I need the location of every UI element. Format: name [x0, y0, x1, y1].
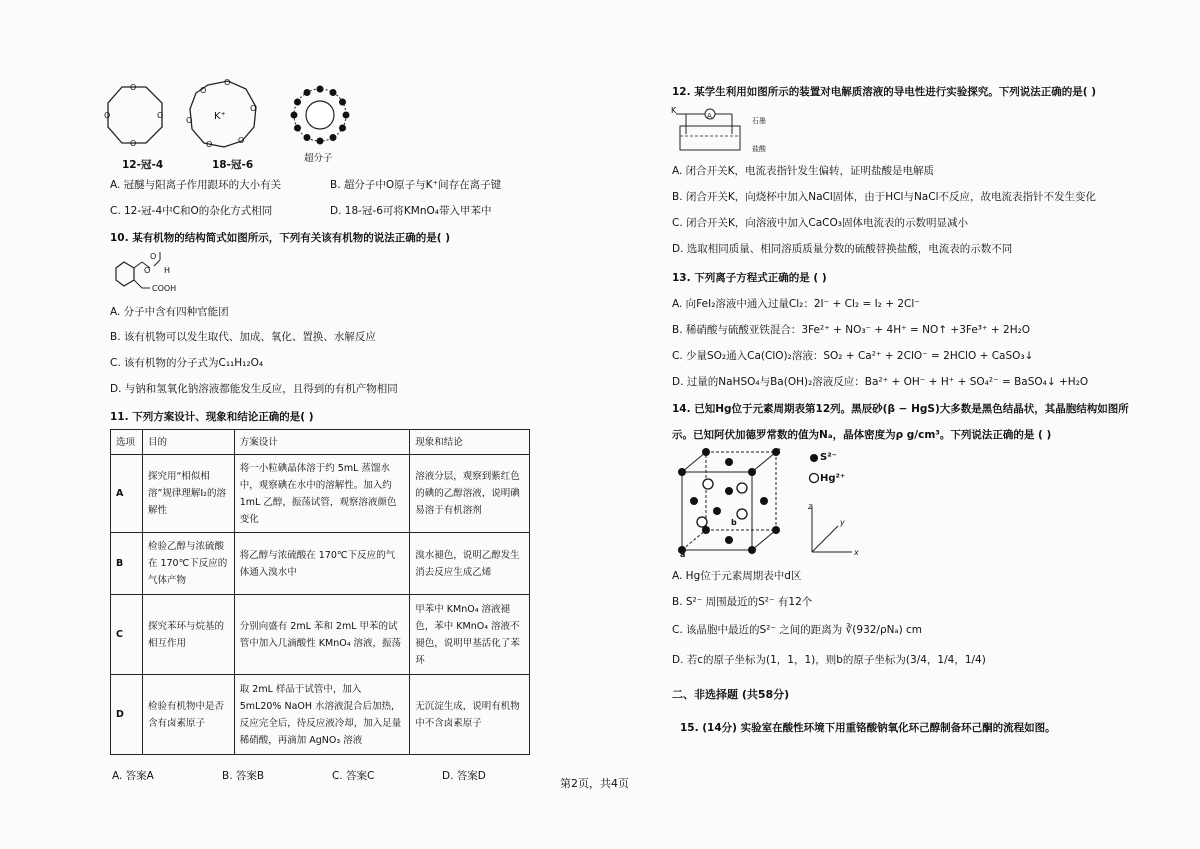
q14-option-d: D. 若c的原子坐标为(1，1，1)，则b的原子坐标为(3/4，1/4，1/4): [672, 654, 986, 666]
q10-option-b: B. 该有机物可以发生取代、加成、氧化、置换、水解反应: [110, 331, 376, 343]
col-header-design: 方案设计: [234, 430, 410, 455]
point-b-label: b: [731, 518, 737, 527]
q10-option-d: D. 与钠和氢氧化钠溶液都能发生反应，且得到的有机产物相同: [110, 383, 398, 395]
q14-stem-line1: 14. 已知Hg位于元素周期表第12列。黑辰砂(β − HgS)大多数是黑色结晶状，其晶胞结构如图所: [672, 403, 1129, 415]
q13-option-d: D. 过量的NaHSO₄与Ba(OH)₂溶液反应：Ba²⁺ + OH⁻ + H⁺ + SO₄²⁻ = BaSO₄↓ +H₂O: [672, 376, 1089, 388]
q14-option-b: B. S²⁻ 周围最近的S²⁻ 有12个: [672, 596, 813, 608]
cell-design: 将乙醇与浓硫酸在 170℃下反应的气体通入溴水中: [234, 533, 410, 595]
ring-label-18-crown-6: 18-冠-6: [212, 159, 254, 171]
q9-option-b: B. 超分子中O原子与K⁺间存在离子键: [330, 179, 502, 191]
o-atom-label: O: [238, 136, 245, 145]
q9-option-c: C. 12-冠-4中C和O的杂化方式相同: [110, 205, 273, 217]
cell-design: 将一小粒碘晶体溶于约 5mL 蒸馏水中，观察碘在水中的溶解性。加入约1mL 乙醇，振荡试管，观察溶液颜色变化: [234, 455, 410, 533]
cell-result: 溶液分层，观察到紫红色的碘的乙醇溶液，说明碘易溶于有机溶剂: [410, 455, 530, 533]
q12-stem: 12. 某学生利用如图所示的装置对电解质溶液的导电性进行实验探究。下列说法正确的是( ): [672, 86, 1097, 98]
q10-oxygen-label-2: O: [144, 266, 151, 275]
ring-label-supramolecule: 超分子: [304, 153, 333, 164]
q11-table: [110, 429, 530, 755]
k-ion-label: K⁺: [214, 111, 226, 122]
o-atom-label: O: [250, 104, 257, 113]
q10-stem: 10. 某有机物的结构简式如图所示，下列有关该有机物的说法正确的是( ): [110, 232, 451, 244]
q12-option-d: D. 选取相同质量、相同溶质质量分数的硫酸替换盐酸，电流表的示数不同: [672, 243, 1013, 255]
cell-purpose: 检验乙醇与浓硫酸在 170℃下反应的气体产物: [142, 533, 234, 595]
legend-sulfide-label: S²⁻: [820, 452, 837, 463]
table-row: [111, 533, 530, 595]
cell-purpose: 探究苯环与烷基的相互作用: [142, 595, 234, 675]
page-footer: 第2页，共4页: [560, 777, 629, 790]
legend-mercury-label: Hg²⁺: [820, 473, 846, 484]
q11-answer-d: D. 答案D: [442, 770, 486, 782]
q15-stem: 15. (14分) 实验室在酸性环境下用重铬酸钠氧化环己醇制备环己酮的流程如图。: [680, 722, 1056, 734]
q11-answer-a: A. 答案A: [112, 770, 154, 782]
point-c-label: c: [776, 446, 781, 455]
q10-option-a: A. 分子中含有四种官能团: [110, 306, 229, 318]
hydrochloric-acid-label: 盐酸: [752, 145, 766, 153]
cell-result: 甲苯中 KMnO₄ 溶液褪色，苯中 KMnO₄ 溶液不褪色，说明甲基活化了苯环: [410, 595, 530, 675]
q13-stem: 13. 下列离子方程式正确的是 ( ): [672, 272, 827, 284]
supramolecule-structure: [291, 86, 350, 145]
q9-option-d: D. 18-冠-6可将KMnO₄带入甲苯中: [330, 205, 492, 217]
q12-option-a: A. 闭合开关K，电流表指针发生偏转，证明盐酸是电解质: [672, 165, 935, 177]
q14-stem-line2: 示。已知阿伏加德罗常数的值为Nₐ，晶体密度为ρ g/cm³。下列说法正确的是 ( ): [672, 429, 1052, 441]
table-row: [111, 595, 530, 675]
q10-option-c: C. 该有机物的分子式为C₁₁H₁₂O₄: [110, 357, 264, 369]
o-atom-label: O: [130, 83, 137, 92]
q14-option-c: C. 该晶胞中最近的S²⁻ 之间的距离为 ∛(932/ρNₐ) cm: [672, 624, 923, 636]
col-header-result: 现象和结论: [410, 430, 530, 455]
cell-design: 取 2mL 样品于试管中，加入 5mL20% NaOH 水溶液混合后加热，反应完全后，待反应液冷却，加入足量稀硝酸，再滴加 AgNO₃ 溶液: [234, 675, 410, 755]
o-atom-label: O: [104, 111, 111, 120]
cell-design: 分别向盛有 2mL 苯和 2mL 甲苯的试管中加入几滴酸性 KMnO₄ 溶液，振荡: [234, 595, 410, 675]
point-a-label: a: [680, 550, 686, 559]
q9-option-a: A. 冠醚与阳离子作用跟环的大小有关: [110, 179, 282, 191]
cell-option: D: [111, 675, 143, 755]
col-header-option: 选项: [111, 430, 143, 455]
q12-option-c: C. 闭合开关K，向溶液中加入CaCO₃固体电流表的示数明显减小: [672, 217, 968, 229]
cell-option: C: [111, 595, 143, 675]
o-atom-label: O: [206, 140, 213, 149]
q10-h-label: H: [164, 266, 171, 275]
q11-stem: 11. 下列方案设计、现象和结论正确的是( ): [110, 411, 314, 423]
ammeter-label: A: [707, 112, 712, 120]
cell-option: B: [111, 533, 143, 595]
o-atom-label: O: [130, 139, 137, 148]
q14-unit-cell-figure: [672, 448, 872, 560]
graphite-label: 石墨: [752, 117, 766, 125]
q13-option-b: B. 稀硝酸与硫酸亚铁混合：3Fe²⁺ + NO₃⁻ + 4H⁺ = NO↑ +3Fe³⁺ + 2H₂O: [672, 324, 1031, 336]
q11-answer-b: B. 答案B: [222, 770, 265, 782]
q10-oxygen-label: O: [150, 252, 157, 261]
o-atom-label: O: [224, 78, 231, 87]
axis-y-label: y: [840, 518, 845, 527]
axis-z-label: z: [808, 502, 813, 511]
cell-result: 无沉淀生成，说明有机物中不含卤素原子: [410, 675, 530, 755]
table-row: [111, 455, 530, 533]
12-crown-4-structure: [108, 87, 162, 143]
section-two-heading: 二、非选择题 (共58分): [672, 688, 790, 701]
q13-option-c: C. 少量SO₂通入Ca(ClO)₂溶液：SO₂ + Ca²⁺ + 2ClO⁻ = 2HClO + CaSO₃↓: [672, 350, 1034, 362]
cell-purpose: 检验有机物中是否含有卤素原子: [142, 675, 234, 755]
q13-option-a: A. 向FeI₂溶液中通入过量Cl₂：2I⁻ + Cl₂ = I₂ + 2Cl⁻: [672, 298, 920, 310]
q12-option-b: B. 闭合开关K，向烧杯中加入NaCl固体，由于HCl与NaCl不反应，故电流表指针不发生变化: [672, 191, 1096, 203]
cell-option: A: [111, 455, 143, 533]
q10-cooh-label: COOH: [152, 284, 177, 293]
table-row: [111, 675, 530, 755]
o-atom-label: O: [157, 111, 164, 120]
col-header-purpose: 目的: [142, 430, 234, 455]
q11-answer-c: C. 答案C: [332, 770, 375, 782]
axis-x-label: x: [854, 548, 859, 557]
o-atom-label: O: [186, 116, 193, 125]
cell-result: 溴水褪色，说明乙醇发生消去反应生成乙烯: [410, 533, 530, 595]
table-header-row: [111, 430, 530, 455]
o-atom-label: O: [200, 86, 207, 95]
cell-purpose: 探究用“相似相溶”规律理解I₂的溶解性: [142, 455, 234, 533]
ring-label-12-crown-4: 12-冠-4: [122, 159, 164, 171]
q14-option-a: A. Hg位于元素周期表中d区: [672, 570, 802, 582]
switch-k-label: K: [671, 106, 677, 115]
